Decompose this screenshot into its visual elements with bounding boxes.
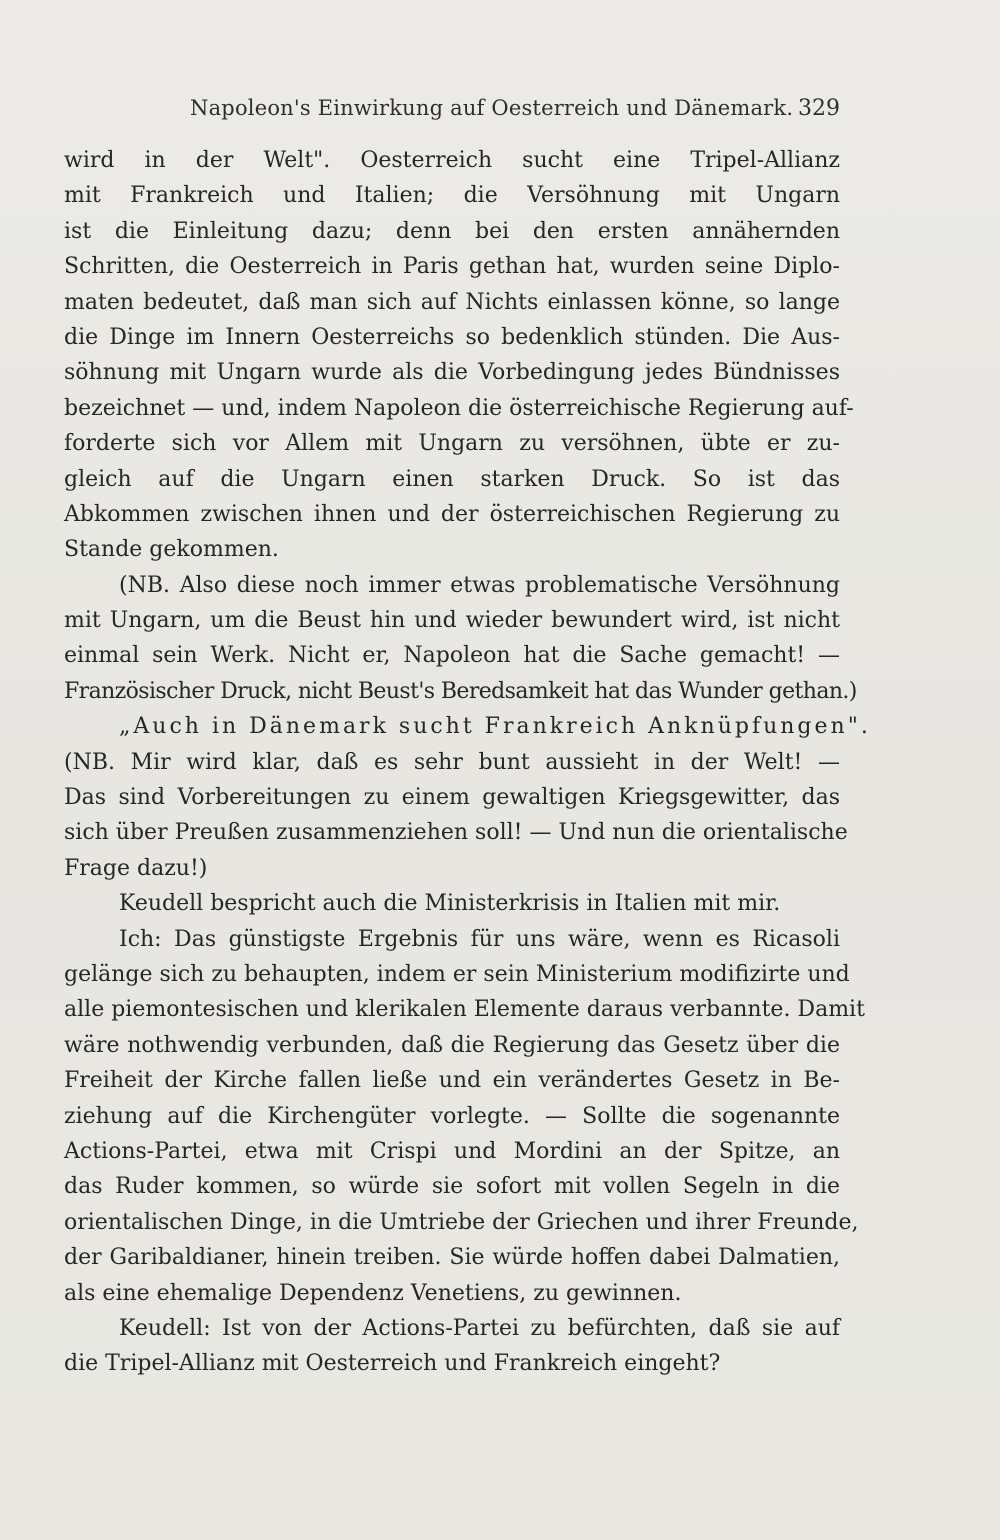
text-line: alle piemontesischen und klerikalen Elemente daraus verbannte. Damit <box>64 997 865 1023</box>
text-line: bezeichnet — und, indem Napoleon die österreichische Regierung auf- <box>64 395 854 421</box>
text-line: Frage dazu!) <box>64 855 208 881</box>
paragraph <box>64 709 871 886</box>
text-line: Schritten, die Oesterreich in Paris gethan hat, wurden seine Diplo- <box>64 254 840 280</box>
page-number: 329 <box>798 96 840 121</box>
text-line: Französischer Druck, nicht Beust's Beredsamkeit hat das Wunder gethan.) <box>64 678 857 704</box>
text-line: (NB. Mir wird klar, daß es sehr bunt aussieht in der Welt! — <box>64 749 840 775</box>
text-line: ist die Einleitung dazu; denn bei den ersten annähernden <box>64 218 840 244</box>
text-line: Ich: Das günstigste Ergebnis für uns wäre, wenn es Ricasoli <box>119 926 840 952</box>
text-line: als eine ehemalige Dependenz Venetiens, zu gewinnen. <box>64 1280 682 1306</box>
paragraph <box>64 922 865 1311</box>
text-line: orientalischen Dinge, in die Umtriebe der Griechen und ihrer Freunde, <box>64 1209 859 1235</box>
text-line: die Dinge im Innern Oesterreichs so bedenklich stünden. Die Aus- <box>64 324 840 350</box>
running-head <box>190 96 840 126</box>
text-line: der Garibaldianer, hinein treiben. Sie würde hoffen dabei Dalmatien, <box>64 1245 840 1271</box>
text-line: die Tripel-Allianz mit Oesterreich und Frankreich eingeht? <box>64 1351 721 1377</box>
text-line: sich über Preußen zusammenziehen soll! — Und nun die orientalische <box>64 820 848 846</box>
paragraph <box>64 1311 840 1382</box>
text-line: wird in der Welt". Oesterreich sucht eine Tripel-Allianz <box>64 148 840 173</box>
text-line: Freiheit der Kirche fallen ließe und ein verändertes Gesetz in Be- <box>64 1068 840 1094</box>
text-line: (NB. Also diese noch immer etwas problematische Versöhnung <box>119 572 840 598</box>
text-line: wäre nothwendig verbunden, daß die Regierung das Gesetz über die <box>64 1032 840 1058</box>
paragraph <box>64 886 840 921</box>
text-line: forderte sich vor Allem mit Ungarn zu versöhnen, übte er zu- <box>64 431 840 457</box>
text-line: Keudell bespricht auch die Ministerkrisis in Italien mit mir. <box>119 891 781 917</box>
text-line: Abkommen zwischen ihnen und der österreichischen Regierung zu <box>64 501 840 527</box>
text-line: söhnung mit Ungarn wurde als die Vorbedingung jedes Bündnisses <box>64 360 840 386</box>
text-line: das Ruder kommen, so würde sie sofort mit vollen Segeln in die <box>64 1174 840 1200</box>
body-text <box>64 143 871 1382</box>
running-title: Napoleon's Einwirkung auf Oesterreich und Dänemark. <box>190 96 794 120</box>
text-line: gelänge sich zu behaupten, indem er sein Ministerium modifizirte und <box>64 961 850 987</box>
text-line: Actions-Partei, etwa mit Crispi und Mordini an der Spitze, an <box>64 1138 840 1164</box>
text-line: ziehung auf die Kirchengüter vorlegte. — Sollte die sogenannte <box>64 1103 840 1129</box>
text-line: mit Frankreich und Italien; die Versöhnung mit Ungarn <box>64 183 840 209</box>
text-line: mit Ungarn, um die Beust hin und wieder bewundert wird, ist nicht <box>64 608 840 634</box>
text-line: Keudell: Ist von der Actions-Partei zu befürchten, daß sie auf <box>119 1315 840 1341</box>
text-line: einmal sein Werk. Nicht er, Napoleon hat die Sache gemacht! — <box>64 643 840 669</box>
text-line: „Auch in Dänemark sucht Frankreich Anknüpfungen". <box>119 714 871 740</box>
text-line: Stande gekommen. <box>64 537 279 563</box>
text-line: maten bedeutet, daß man sich auf Nichts einlassen könne, so lange <box>64 289 840 315</box>
paragraph <box>64 568 857 710</box>
text-line: Das sind Vorbereitungen zu einem gewaltigen Kriegsgewitter, das <box>64 785 840 811</box>
paragraph <box>64 143 854 568</box>
text-line: gleich auf die Ungarn einen starken Druck. So ist das <box>64 466 840 492</box>
